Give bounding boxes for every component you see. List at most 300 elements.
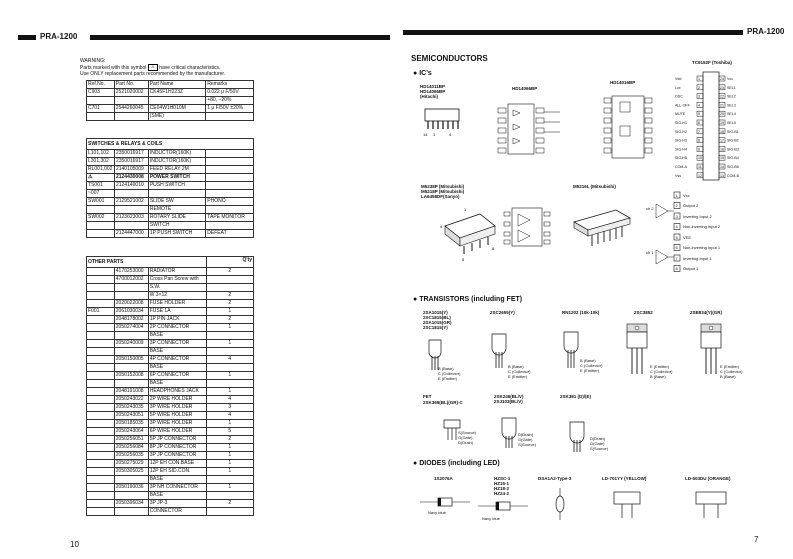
ics-title: ● IC's [413, 70, 432, 77]
svg-text:4: 4 [449, 132, 452, 137]
table-cell: 1 [206, 340, 253, 348]
table-cell: 2020022008 [114, 300, 148, 308]
tc-pin-number: 2 [698, 85, 700, 90]
pin-source: S(Source) [590, 446, 609, 451]
table-row [87, 284, 254, 292]
pin-base: B (Base) [720, 374, 736, 379]
m5216-pin-label: Non-inverting Input 2 [683, 224, 721, 229]
tr4-label: 2SC3852 [634, 310, 653, 315]
table-cell: 2050240009 [114, 340, 148, 348]
table-row [87, 452, 254, 460]
table-cell [87, 460, 115, 468]
pin-emitter: E (Emitter) [650, 364, 670, 369]
table-cell [87, 324, 115, 332]
ic3-label: HD14016BP [610, 80, 636, 85]
table-cell [206, 364, 253, 372]
tc-pin-number: 7 [698, 129, 700, 134]
tc-left-pin-label: ALL-OFF [675, 103, 690, 108]
table-cell: 2350016917 [114, 150, 148, 158]
table-cell [87, 230, 115, 238]
tc-pin-number: 11 [698, 165, 702, 169]
table-cell [114, 476, 148, 484]
tc-right-pin-label: COM-B [727, 173, 739, 178]
pin-base: B (Base) [508, 364, 524, 369]
warning-line2a: Parts marked with this symbol [80, 64, 147, 71]
pin-emitter: E (Emitter) [508, 374, 528, 379]
tc-left-pin-label: SIG-H5 [675, 156, 687, 161]
table-cell: Ref.No. [87, 81, 115, 89]
left-header-title: PRA-1200 [40, 32, 78, 41]
table-cell [87, 356, 115, 364]
table-cell [148, 97, 206, 105]
table-cell: 1 μ F/50V ±20% [206, 105, 254, 113]
tc-pin-number: 24 [720, 77, 724, 81]
table-cell: F001 [87, 308, 115, 316]
tc-left-pin-label: SIG-H3 [675, 138, 687, 143]
table-cell [206, 166, 254, 174]
table-cell: SWITCH [148, 222, 205, 230]
d1-label: 1S2076A [434, 476, 453, 481]
table-cell: 4P CONNECTOR [148, 356, 206, 364]
table-row [87, 198, 254, 206]
pin-gate: G(Gate) [518, 437, 533, 442]
table-cell: TS001 [87, 182, 115, 190]
table-cell [206, 276, 253, 284]
table-cell: 2050152008 [114, 372, 148, 380]
warning-line1: WARNING: [80, 58, 106, 64]
fet2-line: 2SK246(BL/V) [494, 394, 524, 399]
table-row [87, 404, 254, 412]
table-cell [87, 476, 115, 484]
warning-triangle-icon: ⚠ [148, 64, 158, 71]
m5216-pin-label: Output 1 [683, 266, 699, 271]
table-row [87, 388, 254, 396]
table-cell [87, 292, 115, 300]
tc-pin-number: 13 [720, 173, 724, 178]
tr2-pin-labels [508, 364, 530, 379]
m5238-schematic [502, 206, 552, 248]
table-cell: W 3×12 [148, 292, 206, 300]
table-cell: 1 [206, 324, 253, 332]
table-cell [87, 372, 115, 380]
table-cell: 2050274004 [114, 324, 148, 332]
warning-note [80, 58, 280, 77]
tr1-line: 2SA1015(Y) [423, 310, 448, 315]
table-row [87, 182, 254, 190]
tc-pin-number: 1 [698, 77, 700, 81]
table-cell: BASE [148, 380, 206, 388]
pin-drain: D(Drain) [590, 436, 606, 441]
tc-left-pin-label: Vdd [675, 77, 682, 81]
table-row [87, 412, 254, 420]
m5216-pin-label: Vcc [683, 192, 690, 198]
table-cell: 1P PUSH SWITCH [148, 230, 205, 238]
tc-pin-number: 14 [720, 165, 724, 169]
table-row [87, 166, 254, 174]
table-cell: ROTARY SLIDE [148, 214, 205, 222]
tc-pin-number: 12 [698, 173, 702, 178]
tc-pin-number: 3 [698, 94, 700, 99]
d2-band-label: Navy blue [482, 516, 500, 521]
table-cell: ~007 [87, 190, 115, 198]
table-cell [206, 190, 254, 198]
table-cell [206, 348, 253, 356]
pin-collector: C (Collector) [650, 369, 673, 374]
table-row [87, 113, 254, 121]
tr2-label: 2SC2655(Y) [490, 310, 515, 315]
tc-left-pin-label: OSC [675, 94, 683, 99]
table-cell: C701 [87, 105, 115, 113]
table-cell [87, 222, 115, 230]
table-cell: 2P WIRE HOLDER [148, 396, 206, 404]
table-cell [114, 113, 148, 121]
pin-emitter: E (Emitter) [438, 376, 458, 381]
table-cell [206, 150, 254, 158]
table-cell: TAPE MONITOR [206, 214, 254, 222]
table-cell: INDUCTOR(160K) [148, 158, 205, 166]
table-cell: RADIATOR [148, 268, 206, 276]
table-cell: 3P CONNECTOR [148, 340, 206, 348]
transistors-title: ● TRANSISTORS (including FET) [413, 296, 523, 303]
table-cell [87, 268, 115, 276]
table-cell: 6P WIRE HOLDER [148, 428, 206, 436]
diodes-title: ● DIODES (including LED) [413, 460, 500, 467]
tr5-pin-labels [720, 364, 742, 379]
table-cell [87, 332, 115, 340]
pin-emitter: E (Emitter) [720, 364, 740, 369]
tc-left-pin-label: Vss [675, 173, 681, 178]
fet-title: FET [423, 394, 432, 399]
tc-pin-number: 21 [720, 103, 724, 108]
fet1-label: 2SK369(BL)(GR)-C [423, 400, 463, 405]
table-cell: 2 [206, 436, 253, 444]
fet2-label [494, 394, 524, 404]
table-cell: RL001,002 [88, 166, 113, 172]
table-cell: 2129521002 [114, 198, 148, 206]
right-header-rule [403, 30, 743, 35]
m5216-pin-number: 5 [675, 234, 678, 240]
table-cell: 1 [206, 444, 253, 452]
table-cell [114, 492, 148, 500]
table-cell [114, 222, 148, 230]
table-cell [87, 404, 115, 412]
table-cell: 1 [206, 372, 253, 380]
table-cell: BASE [148, 332, 206, 340]
tc-pin-number: 20 [720, 112, 724, 117]
table-cell: 1 [206, 484, 253, 492]
d2-label [494, 476, 510, 496]
table-cell: 2544260045 [114, 105, 148, 113]
table-row [87, 348, 254, 356]
table-cell [87, 428, 115, 436]
table-cell [206, 380, 253, 388]
table-cell [206, 113, 254, 121]
table-cell: C903 [87, 89, 115, 97]
tc-right-pin-label: SEL3 [727, 103, 736, 108]
table-cell: 4 [206, 356, 253, 364]
ch2-label: ch 2 [646, 206, 654, 211]
tc-pin-number: 17 [720, 138, 724, 143]
tc-right-pin-label: SIG-B5 [727, 165, 739, 169]
m5216-pin-number: 3 [675, 213, 678, 219]
m5216-label: M5216L (Mitsubishi) [573, 184, 616, 189]
table-cell [114, 97, 148, 105]
table-cell [206, 492, 253, 500]
table-cell: 1 [206, 420, 253, 428]
tr1-pin-labels [438, 366, 460, 381]
tr3-label: RN1202 (10k-10k) [562, 310, 600, 315]
table-cell: 4 [206, 396, 253, 404]
tc-pin-number: 22 [720, 94, 724, 99]
table-cell: BASE [148, 348, 206, 356]
table-cell: 5P WIRE HOLDER [148, 412, 206, 420]
m5216-pin-number: 2 [675, 203, 678, 208]
m5216-package-drawing [572, 204, 632, 250]
table-cell [114, 508, 148, 516]
left-header-bar [18, 35, 36, 40]
table-cell: L301,302 [87, 158, 115, 166]
d2-line: HZ15-1 [494, 481, 510, 486]
switches-table [86, 138, 254, 238]
table-row [87, 89, 254, 97]
table-row [87, 508, 254, 516]
table-cell: POWER SWITCH [148, 174, 205, 182]
page-number-right: 7 [754, 535, 759, 544]
pin-collector: C (Collector) [580, 363, 603, 368]
m5238-line: M5238P (Mitsubishi) [421, 184, 465, 189]
pin-collector: C (Collector) [438, 371, 461, 376]
table-cell: Remarks [206, 81, 254, 89]
m5216-pin-label: VEE [683, 234, 692, 240]
led-drawing-5 [692, 490, 732, 520]
table-cell: FEED RELAY 2M [148, 166, 205, 174]
table-cell: CK45F1H223Z [148, 89, 206, 97]
table-row [87, 444, 254, 452]
pin-source: S(Source) [518, 442, 537, 447]
ic1-label [420, 84, 445, 99]
table-cell: 2050190036 [114, 484, 148, 492]
table-cell: 2124430008 [114, 174, 148, 182]
pin-emitter: E (Emitter) [580, 368, 600, 373]
diode-drawing-1 [420, 494, 470, 510]
table-cell: 6P CONNECTOR [148, 372, 206, 380]
diode-drawing-2 [478, 498, 528, 514]
svg-text:1: 1 [433, 132, 436, 137]
pin-source: S(Source) [458, 430, 477, 435]
table-cell: 2P CONNECTOR [148, 324, 206, 332]
table-cell: 2050256035 [114, 452, 148, 460]
other-parts-table [86, 256, 254, 516]
table-row [87, 332, 254, 340]
table-cell: 2 [206, 300, 253, 308]
table-row [87, 340, 254, 348]
table-cell: 1 [206, 388, 253, 396]
table-cell: 1 [206, 452, 253, 460]
table-cell [87, 468, 115, 476]
table-row [87, 428, 254, 436]
table-cell: DEFEAT [206, 230, 254, 238]
d1-band-label: Navy blue [428, 510, 446, 515]
table-cell: FUSE HOLDER [148, 300, 206, 308]
tc-pin-number: 19 [720, 121, 724, 125]
tc-left-pin-label: SIG-H1 [675, 121, 687, 125]
table-cell [87, 340, 115, 348]
left-header-rule [90, 35, 390, 40]
fet3-pin-labels [590, 436, 608, 451]
pin-collector: C (Collector) [508, 369, 531, 374]
table-row [87, 484, 254, 492]
table-cell: 2 [206, 268, 253, 276]
tc-pin-number: 4 [698, 103, 700, 108]
table-cell [87, 316, 115, 324]
table-row [87, 190, 254, 198]
table-cell: 3P JP-3 [148, 500, 206, 508]
table-cell: 2140105009 [114, 166, 148, 174]
table-row [87, 468, 254, 476]
qty-header: Q'ty [206, 257, 253, 268]
tc-pin-number: 16 [720, 147, 724, 152]
tc-left-pin-label: SIG-H2 [675, 129, 687, 134]
table-cell: 4700012002 [114, 276, 148, 284]
tc-right-pin-label: SEL1 [727, 85, 736, 90]
pin-drain: D(Drain) [458, 440, 474, 445]
fet-drawing-3 [566, 420, 592, 454]
pin-base: B (Base) [650, 374, 666, 379]
table-cell: L101,102 [87, 150, 115, 158]
table-row [87, 460, 254, 468]
table-cell: 3P NH CONNECTOR [148, 484, 206, 492]
table-cell: 2050275029 [114, 460, 148, 468]
table-cell: CONNECTOR [148, 508, 206, 516]
tc9152f-label: TC9152F (Toshiba) [692, 60, 732, 65]
table-cell: +80, −20% [206, 97, 254, 105]
tc9152f-pinout [675, 70, 755, 185]
tr3-pin-labels [580, 358, 602, 373]
table-cell: Part No. [114, 81, 148, 89]
tc-pin-number: 18 [720, 129, 724, 134]
table-cell: 0.022 μ F/50V [206, 89, 254, 97]
table-cell [206, 206, 254, 214]
table-cell: 12P EH CON.BASE [148, 460, 206, 468]
table-cell: 3P JP CONNECTOR [148, 452, 206, 460]
table-cell: 2 [206, 292, 253, 300]
tr1-line: 2SC1815(BL) [423, 315, 451, 320]
table-cell: 1 [206, 468, 253, 476]
table-cell [87, 508, 115, 516]
table-cell [114, 380, 148, 388]
section-header-row [87, 257, 254, 268]
d2-line: HZSC-1 [494, 476, 511, 481]
table-cell: 2050305025 [114, 468, 148, 476]
section-title: OTHER PARTS [87, 257, 207, 268]
tc-right-pin-label: SIG-B3 [727, 147, 739, 152]
table-cell: S.W. [148, 284, 206, 292]
table-cell: 2521020002 [114, 89, 148, 97]
table-cell: Part Name [148, 81, 206, 89]
table-cell [87, 380, 115, 388]
table-cell [114, 190, 148, 198]
table-cell [114, 284, 148, 292]
table-row [87, 396, 254, 404]
table-cell [87, 500, 115, 508]
table-cell: 4170253000 [114, 268, 148, 276]
table-cell: 2 [206, 500, 253, 508]
tr5-label: 2SB834(Y)(GR) [690, 310, 723, 315]
table-cell [87, 452, 115, 460]
table-row [87, 420, 254, 428]
tc-pin-number: 15 [720, 156, 724, 161]
table-cell: 2061030034 [114, 308, 148, 316]
tc-right-pin-label: SEL2 [727, 94, 736, 99]
table-cell [206, 508, 253, 516]
table-cell: 2050396034 [114, 500, 148, 508]
tc-pin-number: 6 [698, 121, 700, 125]
table-cell [206, 182, 254, 190]
m5216-pin-number: 6 [675, 245, 678, 250]
dip-ic-14-drawing [423, 105, 463, 137]
m5238-label [421, 184, 464, 199]
ic1-line: HD14011BP [420, 84, 446, 89]
fet2-line: 2SJ103(BL/V) [494, 399, 523, 404]
table-row [87, 97, 254, 105]
page-number-left: 10 [70, 540, 79, 549]
tc-right-pin-label: SEL4 [727, 112, 736, 117]
warning-line2b: have critical characteristics. [159, 64, 221, 71]
table-cell: 3P WIRE HOLDER [148, 420, 206, 428]
table-cell [87, 444, 115, 452]
table-cell: 1P PIN JACK [148, 316, 206, 324]
table-row [87, 158, 254, 166]
table-cell [87, 300, 115, 308]
table-cell [87, 388, 115, 396]
table-cell [87, 276, 115, 284]
table-row [87, 316, 254, 324]
tc-left-pin-label: SIG-H4 [675, 147, 687, 152]
table-cell: 2124149010 [114, 182, 148, 190]
table-cell [87, 436, 115, 444]
tc-pin-number: 23 [720, 85, 724, 90]
semiconductors-title: SEMICONDUCTORS [411, 54, 488, 63]
table-cell: 2050243022 [114, 396, 148, 404]
svg-text:14: 14 [423, 132, 428, 137]
tc-left-pin-label: COM-A [675, 165, 687, 169]
table-cell: HEADPHONES JACK [148, 388, 206, 396]
table-row [87, 276, 254, 284]
parts-table [86, 80, 254, 121]
transistors-title-text: TRANSISTORS (including FET) [419, 296, 523, 303]
table-cell: 5P JP CONNECTOR [148, 436, 206, 444]
table-cell: 1 [206, 308, 253, 316]
table-cell: 2050150005 [114, 356, 148, 364]
table-row [87, 476, 254, 484]
table-cell: PHONO [206, 198, 254, 206]
table-cell: BASE [148, 476, 206, 484]
tc-left-pin-label: Lcx [675, 85, 681, 90]
pin-collector: C (Collector) [720, 369, 743, 374]
ic1-line: (Hitachi) [420, 94, 438, 99]
table-cell [87, 97, 115, 105]
d4-label: LD-701YY (YELLOW) [602, 476, 647, 481]
table-cell: 2050243035 [114, 404, 148, 412]
table-cell [148, 190, 205, 198]
table-cell [87, 420, 115, 428]
table-cell: SLIDE SW [148, 198, 205, 206]
table-row [87, 222, 254, 230]
table-cell: SW002 [87, 214, 115, 222]
svg-text:1: 1 [464, 207, 467, 212]
section-header-row [87, 139, 254, 150]
tr1-label [423, 310, 452, 330]
